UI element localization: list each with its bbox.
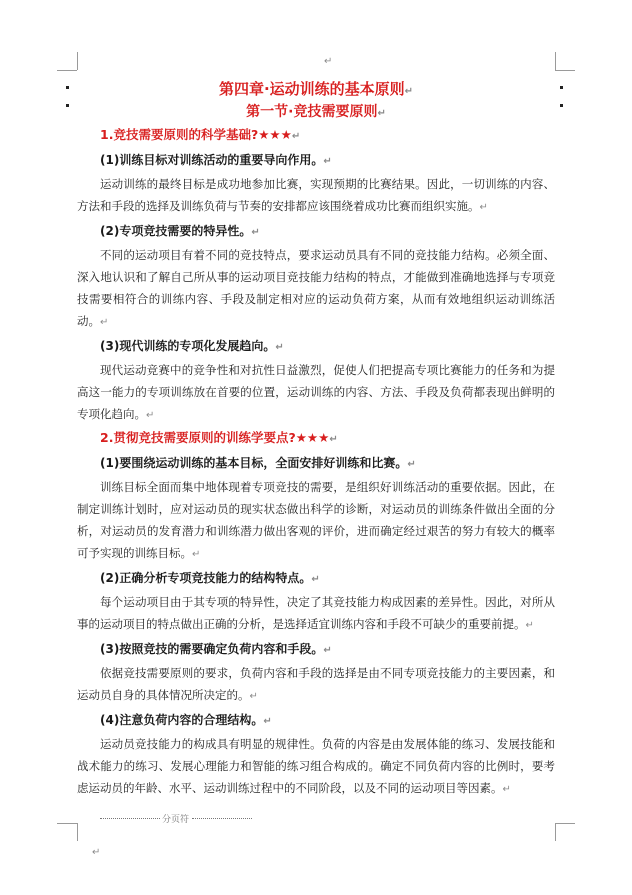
crop-mark-bottom-right-horizontal bbox=[555, 823, 575, 824]
crop-mark-bottom-left-horizontal bbox=[57, 823, 77, 824]
paragraph-mark-icon: ↵ bbox=[146, 410, 155, 421]
subsection-heading: (1)要围绕运动训练的基本目标，全面安排好训练和比赛。↵ bbox=[100, 456, 416, 470]
subsection-heading: (2)正确分析专项竞技能力的结构特点。↵ bbox=[100, 571, 320, 585]
paragraph-mark-icon: ↵ bbox=[249, 691, 258, 702]
crop-mark-top-left-horizontal bbox=[57, 70, 77, 71]
paragraph-mark-icon: ↵ bbox=[404, 86, 414, 97]
crop-mark-bottom-right-vertical bbox=[555, 823, 556, 841]
paragraph-mark-icon: ↵ bbox=[407, 459, 416, 470]
section-heading: 2.贯彻竞技需要原则的训练学要点?★★★↵ bbox=[100, 430, 338, 445]
subsection-heading: (3)现代训练的专项化发展趋向。↵ bbox=[100, 339, 284, 353]
section-heading: 1.竞技需要原则的科学基础?★★★↵ bbox=[100, 127, 301, 142]
body-paragraph: 每个运动项目由于其专项的特异性，决定了其竞技能力构成因素的差异性。因此，对所从事的运动项目的特点做出正确的分析，是选择适宜训练内容和手段不可缺少的重要前提。↵ bbox=[77, 595, 555, 631]
paragraph-mark-icon: ↵ bbox=[251, 227, 260, 238]
paragraph-mark-icon: ↵ bbox=[275, 342, 284, 353]
margin-dot bbox=[560, 86, 563, 89]
section-title: 第一节·竞技需要原则↵ bbox=[246, 104, 386, 120]
body-paragraph: 现代运动竞赛中的竞争性和对抗性日益激烈，促使人们把提高专项比赛能力的任务和为提高这一能力的专项训练放在首要的位置，运动训练的内容、方法、手段及负荷都表现出鲜明的专项化趋向。↵ bbox=[77, 363, 555, 421]
chapter-title: 第四章·运动训练的基本原则↵ bbox=[218, 80, 414, 98]
body-paragraph: 不同的运动项目有着不同的竞技特点，要求运动员具有不同的竞技能力结构。必须全面、深入地认识和了解自己所从事的运动项目竞技能力结构的特点，才能做到准确地选择与专项竞技需要相符合的训练内容、手段及制定相对应的运动负荷方案，从而有效地组织运动训练活动。↵ bbox=[77, 248, 555, 328]
crop-mark-top-left-vertical bbox=[77, 52, 78, 70]
paragraph-mark-icon: ↵ bbox=[479, 202, 488, 213]
paragraph-mark-icon: ↵ bbox=[329, 434, 338, 445]
paragraph-mark-icon: ↵ bbox=[377, 108, 386, 119]
subsection-heading: (1)训练目标对训练活动的重要导向作用。↵ bbox=[100, 153, 332, 167]
subsection-heading: (2)专项竞技需要的特异性。↵ bbox=[100, 224, 260, 238]
margin-dot bbox=[66, 104, 69, 107]
margin-dot bbox=[66, 86, 69, 89]
paragraph-mark-icon: ↵ bbox=[525, 620, 534, 631]
document-body[interactable] bbox=[77, 79, 555, 801]
subsection-heading: (3)按照竞技的需要确定负荷内容和手段。↵ bbox=[100, 642, 332, 656]
paragraph-mark-icon: ↵ bbox=[263, 716, 272, 727]
body-paragraph: 依据竞技需要原则的要求，负荷内容和手段的选择是由不同专项竞技能力的主要因素，和运动员自身的具体情况所决定的。↵ bbox=[77, 666, 555, 702]
paragraph-mark-icon: ↵ bbox=[323, 156, 332, 167]
crop-mark-bottom-left-vertical bbox=[77, 823, 78, 841]
paragraph-mark-icon: ↵ bbox=[324, 56, 333, 67]
margin-dot bbox=[560, 104, 563, 107]
crop-mark-top-right-horizontal bbox=[555, 70, 575, 71]
page-break-label: 分页符 bbox=[162, 815, 190, 825]
page-break-line bbox=[192, 818, 252, 819]
body-paragraph: 训练目标全面而集中地体现着专项竞技的需要，是组织好训练活动的重要依据。因此，在制定训练计划时，应对运动员的现实状态做出科学的诊断，对运动员的训练条件做出全面的分析，对运动员的发育潜力和训练潜力做出客观的评价，进而确定经过艰苦的努力有较大的概率可予实现的训练目标。↵ bbox=[77, 480, 555, 560]
subsection-heading: (4)注意负荷内容的合理结构。↵ bbox=[100, 713, 272, 727]
page-break-line bbox=[100, 818, 160, 819]
crop-mark-top-right-vertical bbox=[555, 52, 556, 70]
paragraph-mark-icon: ↵ bbox=[311, 574, 320, 585]
paragraph-mark-icon: ↵ bbox=[291, 131, 301, 142]
body-paragraph: 运动员竞技能力的构成具有明显的规律性。负荷的内容是由发展体能的练习、发展技能和战术能力的练习、发展心理能力和智能的练习组合构成的。确定不同负荷内容的比例时，要考虑运动员的年龄、水平、运动训练过程中的不同阶段，以及不同的运动项目等因素。↵ bbox=[77, 737, 555, 795]
body-paragraph: 运动训练的最终目标是成功地参加比赛，实现预期的比赛结果。因此，一切训练的内容、方法和手段的选择及训练负荷与节奏的安排都应该围绕着成功比赛而组织实施。↵ bbox=[77, 177, 555, 213]
paragraph-mark-icon: ↵ bbox=[192, 549, 201, 560]
paragraph-mark-icon: ↵ bbox=[502, 784, 511, 795]
paragraph-mark-icon: ↵ bbox=[92, 847, 101, 858]
paragraph-mark-icon: ↵ bbox=[100, 317, 109, 328]
paragraph-mark-icon: ↵ bbox=[323, 645, 332, 656]
